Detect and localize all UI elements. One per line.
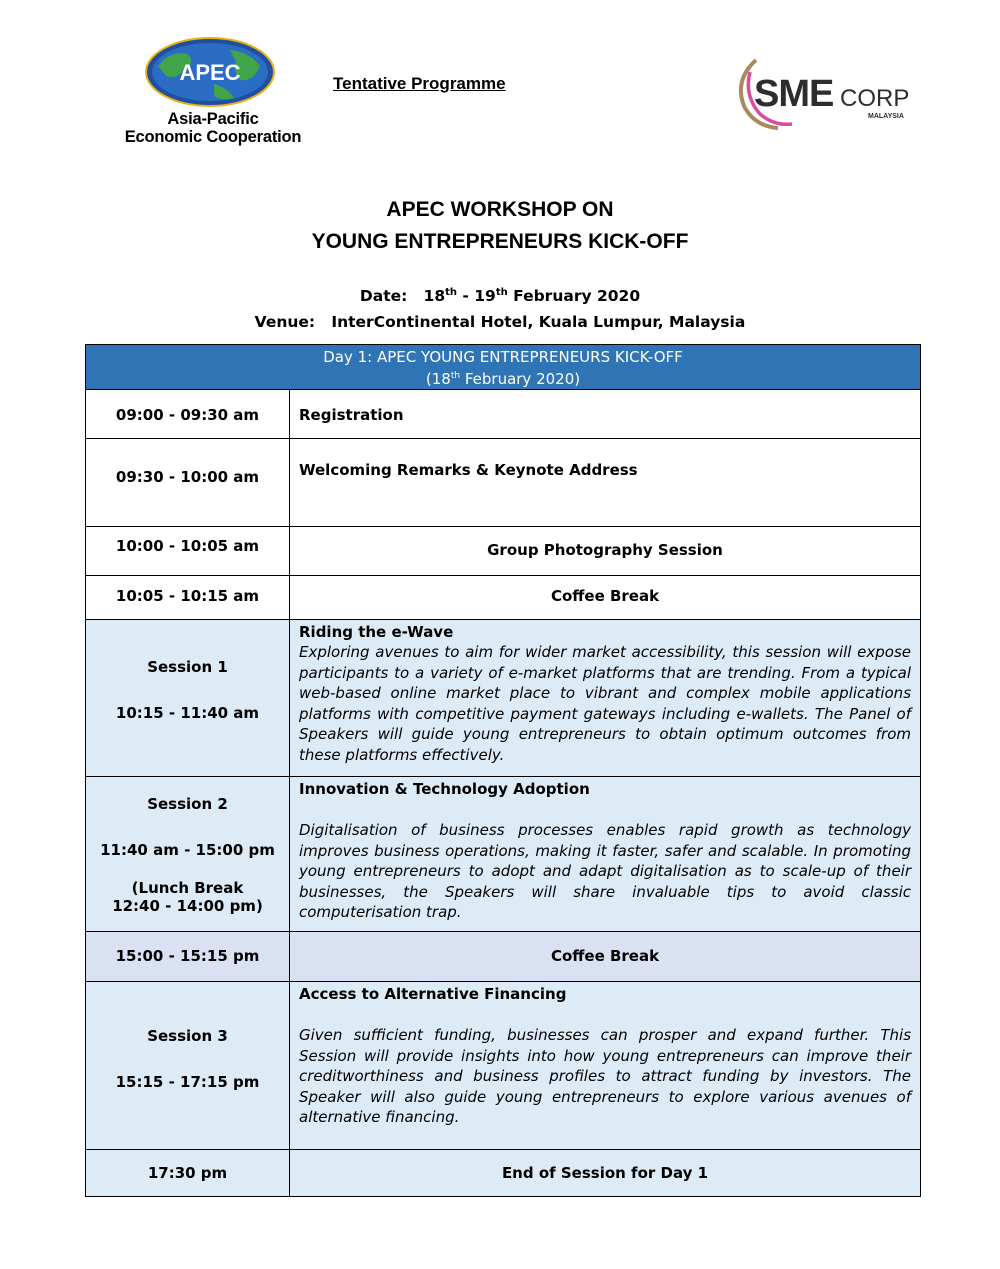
smecorp-logo-sme: SME (754, 73, 834, 115)
apec-logo-text: APEC (179, 60, 241, 85)
date-sup2: th (495, 287, 508, 298)
table-heading-line2 (86, 367, 920, 389)
row-time: 09:00 - 09:30 am (86, 390, 290, 439)
row-title: Coffee Break (290, 576, 921, 620)
row-note2: 12:40 - 14:00 pm) (112, 897, 263, 915)
table-heading-row (86, 345, 921, 390)
table-row (86, 390, 921, 439)
smecorp-logo-corp: CORP (840, 85, 910, 112)
row-time: 10:05 - 10:15 am (86, 576, 290, 620)
row-time: 09:30 - 10:00 am (86, 439, 290, 527)
smecorp-logo (730, 50, 920, 136)
row-title: Group Photography Session (290, 527, 921, 576)
row-title: Riding the e-Wave (299, 623, 454, 641)
row-desc (290, 439, 921, 527)
row-title: Innovation & Technology Adoption (299, 780, 590, 798)
table-heading-line1: Day 1: APEC YOUNG ENTREPRENEURS KICK-OFF (323, 348, 683, 366)
row-time: 15:00 - 15:15 pm (86, 932, 290, 982)
row-desc (290, 390, 921, 439)
row-session: Session 1 (147, 658, 228, 676)
event-venue (0, 313, 1000, 331)
row-time: 11:40 am - 15:00 pm (100, 841, 275, 859)
date-rest: February 2020 (507, 287, 641, 306)
row-body: Digitalisation of business processes enables rapid growth as technology improves business operations, making it faster, safer and scalable. In promoting young entrepreneurs to adopt and adapt digitalisation as to scale-up of their businesses, the Speakers will share invaluable tips to avoid classic computerisation trap. (299, 821, 912, 922)
row-time: 15:15 - 17:15 pm (115, 1073, 260, 1091)
smecorp-logo-malaysia: MALAYSIA (868, 113, 904, 120)
table-row (86, 527, 921, 576)
date-day1: 18 (423, 287, 446, 306)
programme-table (85, 344, 921, 1197)
row-body: Given sufficient funding, businesses can prosper and expand further. This Session will provide insights into how young entrepreneurs can improve their creditworthiness and business profiles to attract funding by investors. The Speaker will also guide young entrepreneurs to explore various avenues of alternative financing. (299, 1026, 912, 1127)
row-desc (290, 777, 921, 932)
apec-caption-line1: Asia-Pacific (167, 110, 259, 128)
date-sep: - 19 (457, 287, 496, 306)
apec-caption (118, 110, 308, 146)
row-session-cell (86, 982, 290, 1150)
venue-value: InterContinental Hotel, Kuala Lumpur, Malaysia (331, 313, 746, 331)
row-title: Coffee Break (290, 932, 921, 982)
date-label: Date: (359, 287, 408, 306)
row-body: Exploring avenues to aim for wider market accessibility, this session will expose participants to a variety of e-market platforms that are trending. From a typical web-based online market place to vibrant and complex mobile applications platforms with competitive payment gateways including e-wallets. The Panel of Speakers will guide young entrepreneurs to obtain optimum outcomes from these platforms effectively. (299, 643, 912, 764)
table-row (86, 1150, 921, 1197)
workshop-title-line1: APEC WORKSHOP ON (386, 198, 614, 221)
row-time: 10:15 - 11:40 am (115, 704, 260, 722)
table-heading (86, 345, 921, 390)
row-title: Welcoming Remarks & Keynote Address (299, 461, 638, 479)
row-title: End of Session for Day 1 (290, 1150, 921, 1197)
workshop-title-line2: YOUNG ENTREPRENEURS KICK-OFF (311, 230, 689, 253)
table-row (86, 982, 921, 1150)
row-session: Session 2 (147, 795, 228, 813)
event-date (0, 287, 1000, 305)
table-row (86, 439, 921, 527)
date-sup1: th (445, 287, 458, 298)
heading-close: February 2020) (460, 370, 581, 388)
table-row (86, 576, 921, 620)
venue-label: Venue: (254, 313, 316, 331)
row-title: Access to Alternative Financing (299, 985, 567, 1003)
row-title: Registration (299, 406, 404, 424)
row-session: Session 3 (147, 1027, 228, 1045)
heading-sup: th (450, 371, 461, 381)
row-note1: (Lunch Break (131, 879, 244, 897)
row-time: 10:00 - 10:05 am (86, 527, 290, 576)
table-row (86, 620, 921, 777)
heading-open: (18 (425, 370, 451, 388)
row-session-cell (86, 777, 290, 932)
tentative-programme-label: Tentative Programme (333, 74, 506, 93)
row-session-cell (86, 620, 290, 777)
apec-caption-line2: Economic Cooperation (124, 128, 302, 146)
table-row (86, 777, 921, 932)
row-time: 17:30 pm (86, 1150, 290, 1197)
row-desc (290, 620, 921, 777)
table-row (86, 932, 921, 982)
row-desc (290, 982, 921, 1150)
